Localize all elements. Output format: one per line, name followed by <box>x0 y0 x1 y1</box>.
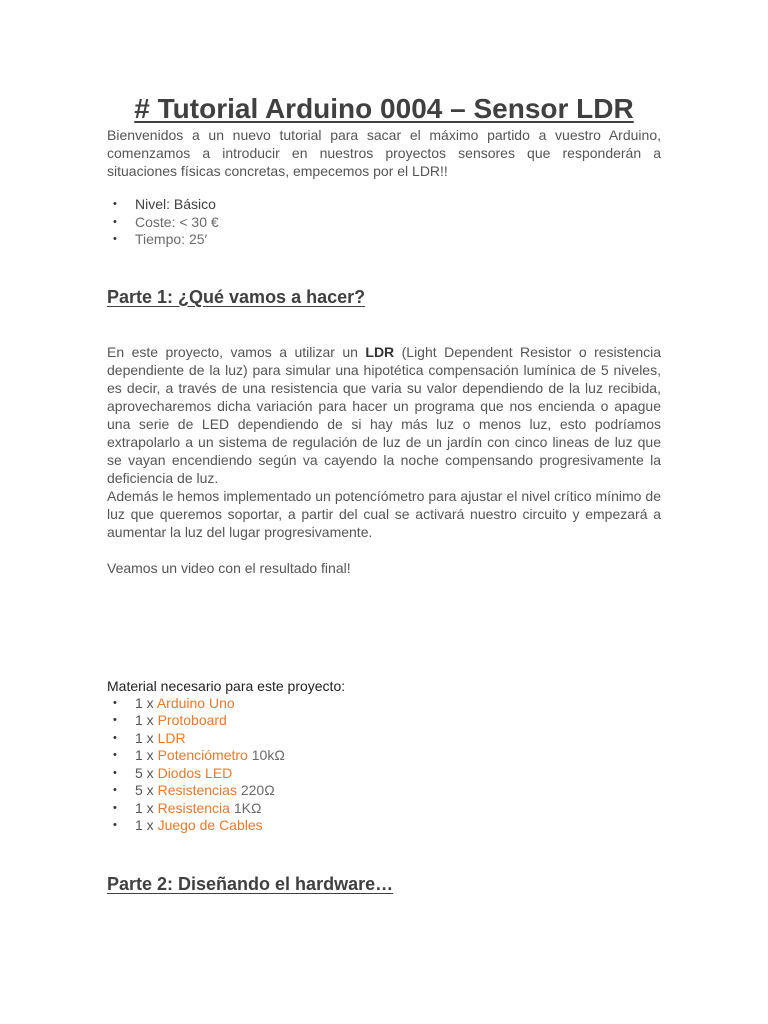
material-qty: 1 x <box>135 712 154 728</box>
material-link-juego-de-cables[interactable]: Juego de Cables <box>157 817 263 833</box>
material-item <box>107 695 661 713</box>
material-link-arduino-uno[interactable]: Arduino Uno <box>156 694 235 711</box>
part1-body-second: Además le hemos implementado un potencíómetro para ajustar el nivel crítico mínimo de luz que queremos soportar, a partir del cual se activará nuestro circuito y empezará a aumentar la luz del lugar progresivamente. <box>107 487 661 540</box>
materials-label: Material necesario para este proyecto: <box>107 677 346 694</box>
part1-body <box>107 343 661 487</box>
material-item <box>107 782 661 800</box>
material-spec: 10kΩ <box>251 747 285 763</box>
material-item <box>107 730 661 748</box>
material-qty: 1 x <box>135 747 154 763</box>
material-item <box>107 712 661 730</box>
material-qty: 1 x <box>135 729 154 746</box>
video-intro-line: Veamos un video con el resultado final! <box>107 559 351 576</box>
material-item <box>107 817 661 835</box>
material-qty: 1 x <box>135 799 154 816</box>
material-link-resistencias[interactable]: Resistencias <box>157 782 237 798</box>
part1-heading: Parte 1: ¿Qué vamos a hacer? <box>107 286 366 307</box>
material-item <box>107 747 661 765</box>
part1-body-before: En este proyecto, vamos a utilizar un <box>107 343 366 360</box>
material-link-ldr[interactable]: LDR <box>157 729 186 746</box>
material-item <box>107 800 661 818</box>
material-spec: 1KΩ <box>233 799 262 816</box>
intro-paragraph: Bienvenidos a un nuevo tutorial para sacar el máximo partido a vuestro Arduino, comenzamos a introducir en nuestros proyectos sensores que responderán a situaciones físicas concretas, empecemos por el LDR!! <box>107 127 661 179</box>
material-link-resistencia[interactable]: Resistencia <box>157 799 230 816</box>
material-qty: 1 x <box>135 817 154 833</box>
material-spec: 220Ω <box>240 782 275 798</box>
project-meta-list <box>107 196 661 249</box>
material-link-protoboard[interactable]: Protoboard <box>157 712 227 728</box>
material-link-potenciometro[interactable]: Potenciómetro <box>157 747 248 763</box>
materials-list <box>107 695 661 835</box>
material-qty: 1 x <box>135 694 154 711</box>
meta-cost: • Coste: < 30 € <box>107 214 661 232</box>
material-item <box>107 765 661 783</box>
material-qty: 5 x <box>135 764 154 781</box>
document-page <box>107 92 661 895</box>
material-qty: 5 x <box>135 782 154 798</box>
page-title: # Tutorial Arduino 0004 – Sensor LDR <box>134 93 634 124</box>
part1-body-after: (Light Dependent Resistor o resistencia dependiente de la luz) para simular una hipotética compensación lumínica de 5 niveles, es decir, a través de una resistencia que varia su valor dependiendo de la luz recibida, aprovecharemos dicha variación para hacer un programa que nos encienda o apague una serie de LED dependiendo de si hay más luz o menos luz, esto podríamos extrapolarlo a un sistema de regulación de luz de un jardín con cinco lineas de luz que se vayan encendiendo según va cayendo la noche compensando progresivamente la deficiencia de luz. <box>107 343 661 486</box>
ldr-term: LDR <box>365 343 395 360</box>
meta-time: • Tiempo: 25′ <box>107 231 661 249</box>
part2-heading: Parte 2: Diseñando el hardware… <box>107 873 394 894</box>
meta-level: • Nivel: Básico <box>107 196 661 214</box>
material-link-diodos-led[interactable]: Diodos LED <box>157 764 233 781</box>
